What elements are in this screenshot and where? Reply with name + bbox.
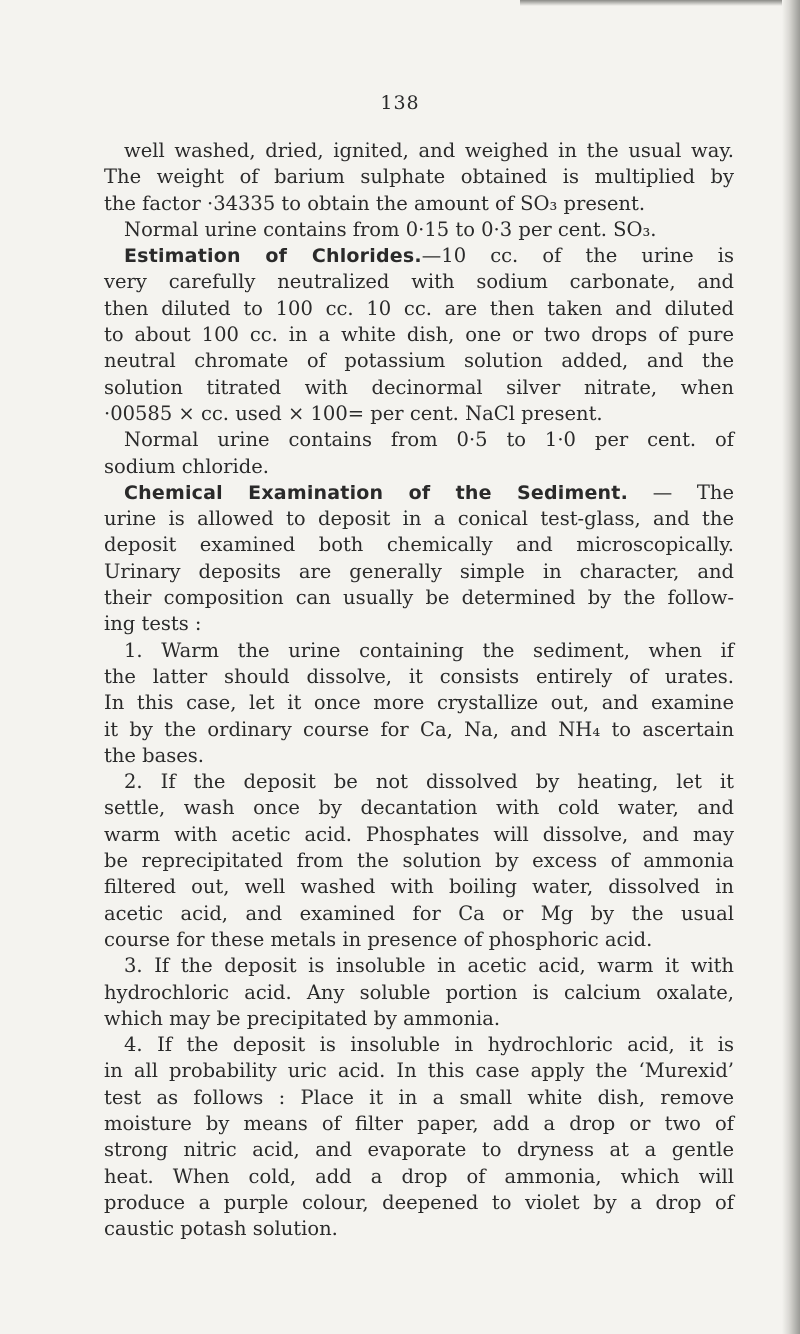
text-line bbox=[104, 1190, 734, 1216]
text-line bbox=[104, 348, 734, 374]
line-text: acetic acid, and examined for Ca or Mg by the usual bbox=[104, 901, 734, 925]
text-line bbox=[104, 480, 734, 506]
text-line bbox=[104, 1216, 734, 1242]
text-line bbox=[104, 269, 734, 295]
text-line bbox=[104, 191, 734, 217]
body-text bbox=[104, 138, 734, 1242]
line-text: which may be precipitated by ammonia. bbox=[104, 1006, 501, 1030]
line-text: the factor ·34335 to obtain the amount of SO₃ present. bbox=[104, 191, 646, 215]
line-text: —10 cc. of the urine is bbox=[421, 244, 734, 268]
line-text: to about 100 cc. in a white dish, one or two drops of pure bbox=[104, 323, 734, 347]
text-line bbox=[104, 848, 734, 874]
line-text: deposit examined both chemically and microscopically. bbox=[104, 533, 734, 557]
text-line bbox=[104, 138, 734, 164]
text-line bbox=[104, 980, 734, 1006]
page-number: 138 bbox=[380, 92, 420, 114]
line-text: filtered out, well washed with boiling water, dissolved in bbox=[104, 875, 734, 899]
line-text: ing tests : bbox=[104, 612, 202, 636]
line-text: In this case, let it once more crystallize out, and examine bbox=[104, 691, 734, 715]
line-text: strong nitric acid, and evaporate to dryness at a gentle bbox=[104, 1138, 734, 1162]
text-line bbox=[104, 743, 734, 769]
text-line bbox=[104, 217, 734, 243]
line-text: neutral chromate of potassium solution added, and the bbox=[104, 349, 734, 373]
text-line bbox=[104, 1137, 734, 1163]
line-text: moisture by means of filter paper, add a drop or two of bbox=[104, 1111, 734, 1135]
text-line bbox=[104, 717, 734, 743]
line-text: course for these metals in presence of phosphoric acid. bbox=[104, 927, 653, 951]
line-text: the latter should dissolve, it consists entirely of urates. bbox=[104, 664, 734, 688]
text-line bbox=[104, 1111, 734, 1137]
text-line bbox=[104, 164, 734, 190]
page-binding-edge bbox=[782, 0, 800, 1334]
text-line bbox=[104, 690, 734, 716]
text-line bbox=[104, 401, 734, 427]
line-text: the bases. bbox=[104, 743, 204, 767]
text-line bbox=[104, 1164, 734, 1190]
line-text: caustic potash solution. bbox=[104, 1217, 338, 1241]
line-text: — The bbox=[628, 480, 734, 504]
text-line bbox=[104, 375, 734, 401]
text-line bbox=[104, 901, 734, 927]
line-text: ·00585 × cc. used × 100= per cent. NaCl present. bbox=[104, 401, 603, 425]
text-line bbox=[104, 664, 734, 690]
text-line bbox=[104, 795, 734, 821]
line-text: warm with acetic acid. Phosphates will dissolve, and may bbox=[104, 822, 734, 846]
text-line bbox=[104, 638, 734, 664]
text-line bbox=[104, 296, 734, 322]
line-text: then diluted to 100 cc. 10 cc. are then taken and diluted bbox=[104, 296, 734, 320]
text-line bbox=[104, 454, 734, 480]
text-line bbox=[104, 953, 734, 979]
line-text: in all probability uric acid. In this case apply the ‘Murexid’ bbox=[104, 1059, 734, 1083]
text-line bbox=[104, 322, 734, 348]
text-line bbox=[104, 1032, 734, 1058]
text-line bbox=[104, 1085, 734, 1111]
text-line bbox=[104, 427, 734, 453]
line-text: heat. When cold, add a drop of ammonia, which will bbox=[104, 1164, 734, 1188]
line-text: 4. If the deposit is insoluble in hydrochloric acid, it is bbox=[124, 1033, 734, 1057]
line-text: urine is allowed to deposit in a conical test-glass, and the bbox=[104, 507, 734, 531]
text-line bbox=[104, 874, 734, 900]
line-text: 3. If the deposit is insoluble in acetic acid, warm it with bbox=[124, 954, 734, 978]
text-line bbox=[104, 243, 734, 269]
text-line bbox=[104, 927, 734, 953]
text-line bbox=[104, 532, 734, 558]
line-text: produce a purple colour, deepened to violet by a drop of bbox=[104, 1190, 734, 1214]
line-text: solution titrated with decinormal silver nitrate, when bbox=[104, 375, 734, 399]
line-text: test as follows : Place it in a small white dish, remove bbox=[104, 1085, 734, 1109]
text-line bbox=[104, 611, 734, 637]
text-line bbox=[104, 822, 734, 848]
line-text: Normal urine contains from 0·5 to 1·0 per cent. of bbox=[124, 428, 734, 452]
text-line bbox=[104, 1058, 734, 1084]
line-text: 2. If the deposit be not dissolved by heating, let it bbox=[124, 770, 734, 794]
line-text: be reprecipitated from the solution by excess of ammonia bbox=[104, 849, 734, 873]
text-line bbox=[104, 769, 734, 795]
line-text: it by the ordinary course for Ca, Na, and NH₄ to ascertain bbox=[104, 717, 734, 741]
line-text: very carefully neutralized with sodium carbonate, and bbox=[104, 270, 734, 294]
line-text: The weight of barium sulphate obtained is multiplied by bbox=[104, 165, 734, 189]
line-text: sodium chloride. bbox=[104, 454, 269, 478]
text-line bbox=[104, 559, 734, 585]
line-text: their composition can usually be determined by the follow- bbox=[104, 586, 734, 610]
line-text: well washed, dried, ignited, and weighed in the usual way. bbox=[124, 139, 734, 162]
section-heading: Estimation of Chlorides. bbox=[124, 245, 422, 268]
line-text: settle, wash once by decantation with cold water, and bbox=[104, 796, 734, 820]
line-text: hydrochloric acid. Any soluble portion is calcium oxalate, bbox=[104, 980, 734, 1004]
line-text: Urinary deposits are generally simple in character, and bbox=[104, 559, 734, 583]
text-line bbox=[104, 585, 734, 611]
section-heading: Chemical Examination of the Sediment. bbox=[124, 481, 628, 504]
text-line bbox=[104, 1006, 734, 1032]
line-text: 1. Warm the urine containing the sediment, when if bbox=[124, 638, 734, 662]
page-edge-shadow bbox=[520, 0, 800, 6]
line-text: Normal urine contains from 0·15 to 0·3 per cent. SO₃. bbox=[124, 217, 657, 241]
text-line bbox=[104, 506, 734, 532]
